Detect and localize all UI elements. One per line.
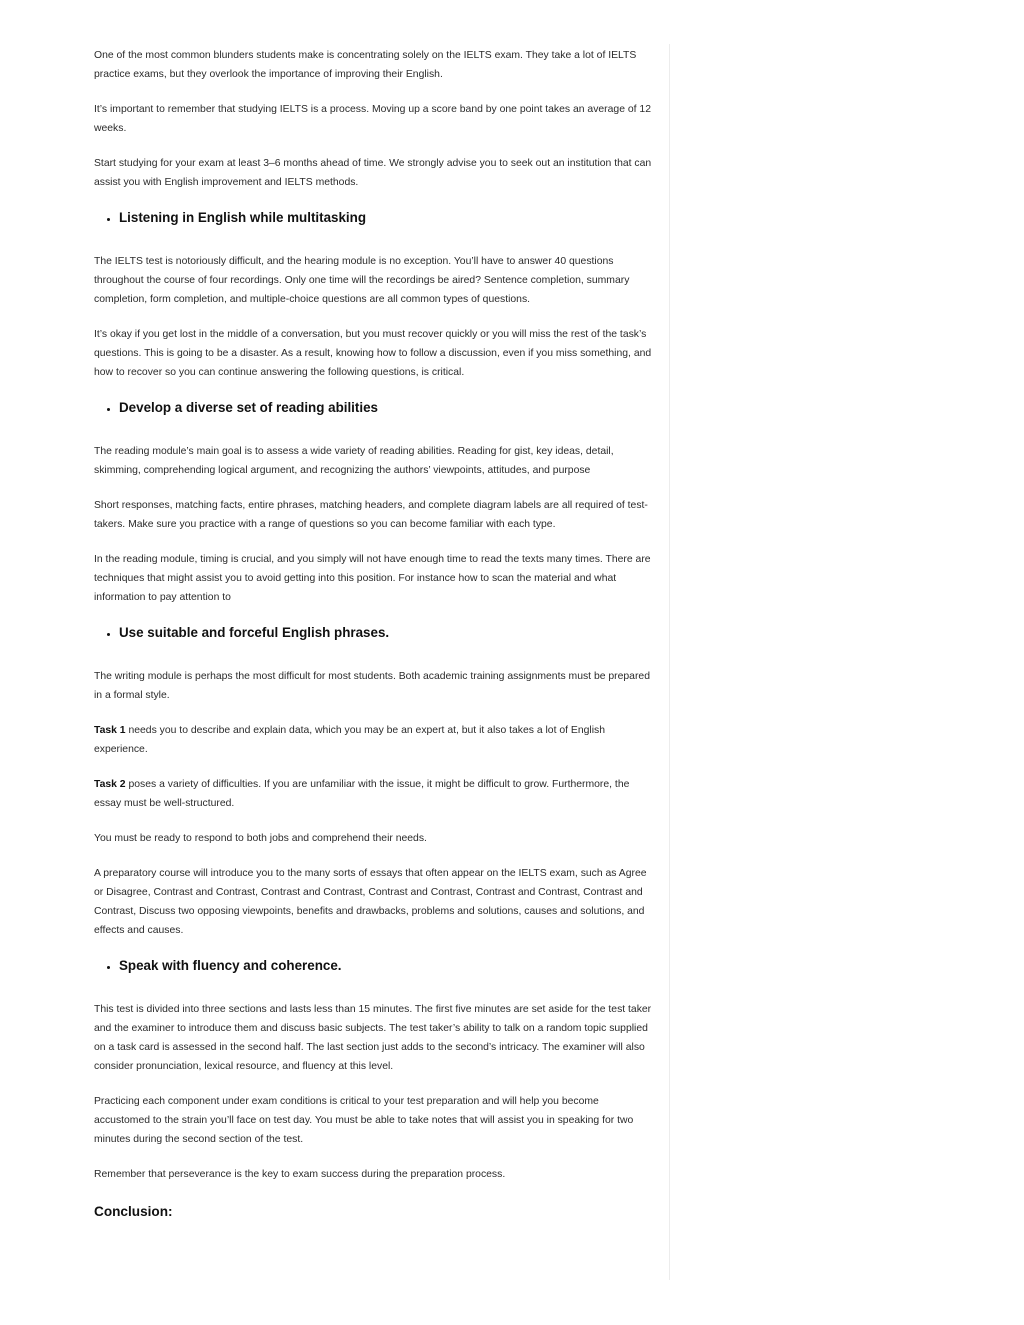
writing-paragraph-1: The writing module is perhaps the most difficult for most students. Both academic training assignments must be prepared in a formal style.	[94, 671, 650, 701]
reading-paragraph-1: The reading module’s main goal is to assess a wide variety of reading abilities. Reading for gist, key ideas, detail, skimming, comprehending logical argument, and recognizing the authors’ viewpoints, attitudes, and purpose	[94, 446, 614, 476]
writing-task-1-paragraph	[94, 721, 654, 759]
intro-paragraph-2: It’s important to remember that studying IELTS is a process. Moving up a score band by one point takes an average of 12 weeks.	[94, 104, 651, 134]
speaking-paragraph-2: Practicing each component under exam conditions is critical to your test preparation and will help you become accustomed to the strain you’ll face on test day. You must be able to take notes that will assist you in speaking for two minutes during the second section of the test.	[94, 1096, 634, 1145]
sidebar-divider	[669, 44, 670, 1280]
task-1-label: Task 1	[94, 725, 126, 736]
speaking-paragraph-3: Remember that perseverance is the key to exam success during the preparation process.	[94, 1169, 506, 1180]
reading-heading: • Develop a diverse set of reading abilities	[119, 398, 654, 418]
intro-paragraph-1: One of the most common blunders students make is concentrating solely on the IELTS exam. They take a lot of IELTS practice exams, but they overlook the importance of improving their English.	[94, 50, 637, 80]
listening-section-list	[94, 208, 654, 228]
article-body	[94, 43, 654, 1222]
reading-paragraph-3: In the reading module, timing is crucial, and you simply will not have enough time to read the texts many times. There are techniques that might assist you to avoid getting into this position. For instance how to scan the material and what information to pay attention to	[94, 554, 651, 603]
reading-section-list	[94, 398, 654, 418]
writing-heading: • Use suitable and forceful English phrases.	[119, 623, 654, 643]
intro-paragraph-3: Start studying for your exam at least 3–6 months ahead of time. We strongly advise you to seek out an institution that can assist you with English improvement and IELTS methods.	[94, 158, 652, 188]
conclusion-heading: Conclusion:	[94, 1204, 173, 1219]
task-2-text: poses a variety of difficulties. If you are unfamiliar with the issue, it might be difficult to grow. Furthermore, the essay must be well-structured.	[94, 779, 630, 809]
reading-paragraph-2: Short responses, matching facts, entire phrases, matching headers, and complete diagram labels are all required of test-takers. Make sure you practice with a range of questions so you can become familiar with each type.	[94, 500, 648, 530]
writing-section-list	[94, 623, 654, 643]
writing-paragraph-3: A preparatory course will introduce you to the many sorts of essays that often appear on the IELTS exam, such as Agree or Disagree, Contrast and Contrast, Contrast and Contrast, Contrast and Contrast, Contrast and Contrast, Contrast and Contrast, Discuss two opposing viewpoints, benefits and drawbacks, problems and solutions, causes and solutions, and effects and causes.	[94, 868, 647, 936]
speaking-paragraph-1: This test is divided into three sections and lasts less than 15 minutes. The first five minutes are set aside for the test taker and the examiner to introduce them and discuss basic subjects. The test taker’s ability to talk on a random topic supplied on a task card is assessed in the second half. The last section just adds to the second’s intricacy. The examiner will also consider pronunciation, lexical resource, and fluency at this level.	[94, 1004, 652, 1072]
task-1-text: needs you to describe and explain data, which you may be an expert at, but it also takes a lot of English experience.	[94, 725, 605, 755]
speaking-section-list	[94, 956, 654, 976]
listening-paragraph-1: The IELTS test is notoriously difficult, and the hearing module is no exception. You’ll have to answer 40 questions throughout the course of four recordings. Only one time will the recordings be aired? Sentence completion, summary completion, form completion, and multiple-choice questions are all common types of questions.	[94, 256, 630, 305]
listening-heading: • Listening in English while multitasking	[119, 208, 654, 228]
writing-task-2-paragraph	[94, 775, 654, 813]
writing-paragraph-2: You must be ready to respond to both jobs and comprehend their needs.	[94, 833, 427, 844]
speaking-heading: • Speak with fluency and coherence.	[119, 956, 654, 976]
task-2-label: Task 2	[94, 779, 126, 790]
listening-paragraph-2: It’s okay if you get lost in the middle of a conversation, but you must recover quickly or you will miss the rest of the task’s questions. This is going to be a disaster. As a result, knowing how to follow a discussion, even if you miss something, and how to recover so you can continue answering the following questions, is critical.	[94, 329, 652, 378]
